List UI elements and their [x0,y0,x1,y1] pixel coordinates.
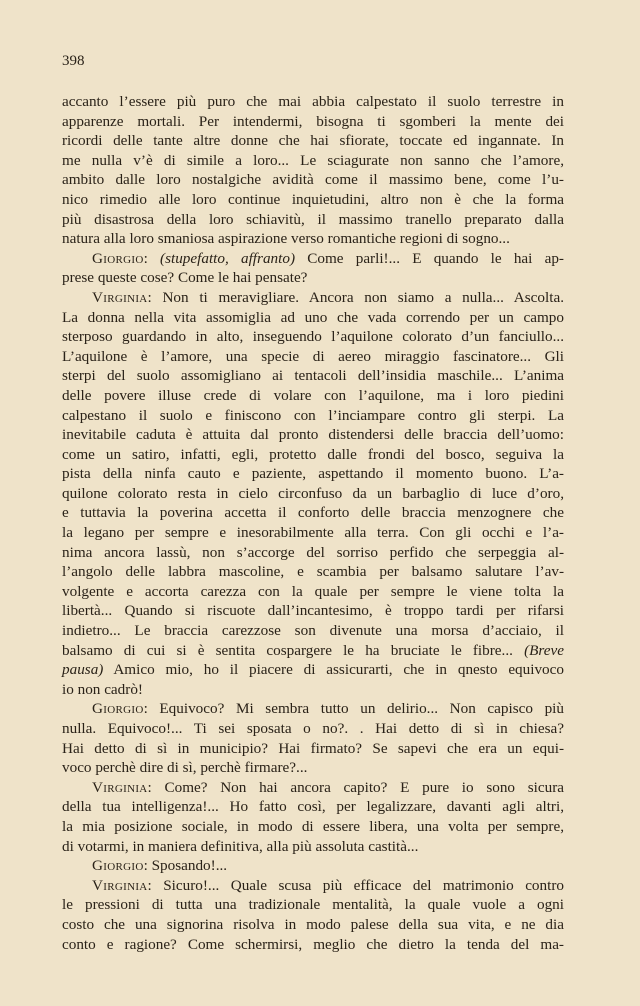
line-text: indietro... Le braccia carezzose son divenute una morsa d’acciaio, il [62,622,564,640]
text-line [62,425,564,445]
text-line [62,601,564,621]
text-line [62,92,564,112]
line-text: balsamo di cui si è sentita cospargere le ha bruciate le fibre... [62,641,525,659]
text-line [62,817,564,837]
line-text: Amico mio, ho il piacere di assicurarti, che in qnesto equivoco [103,661,564,679]
text-line [62,131,564,151]
line-text: la mia posizione sociale, in modo di essere libera, una volta per sempre, [62,817,564,835]
text-line [62,778,564,798]
text-line [62,543,564,563]
line-text: più disastrosa della loro schiavitù, il massimo tranello preparato dalla [62,210,564,228]
text-line [62,112,564,132]
stage-direction: (Breve [524,641,564,659]
text-line [62,503,564,523]
text-line [62,170,564,190]
text-line [62,249,564,269]
stage-direction: pausa) [62,661,104,679]
text-line [62,641,564,661]
text-line [62,797,564,817]
text-line [62,660,564,680]
line-text: sterpi del suolo assomigliano ai tentacoli dell’insidia maschile... L’anima [62,367,564,385]
line-text: sterposo guardando in alto, inseguendo l’aquilone colorato d’un fanciullo... [62,328,564,346]
text-line [62,837,564,857]
line-text: calpestano il suolo e finiscono con l’inciampare contro gli sterpi. La [62,406,564,424]
line-text: me nulla v’è di simile a loro... Le sciagurate non sanno che l’amore, [62,151,564,169]
text-line [62,308,564,328]
line-text: pista della ninfa cauto e paziente, aspettando il momento buono. L’a- [62,465,564,483]
line-text: e tuttavia la poverina accetta il conforto delle braccia menzognere che [62,504,564,522]
line-text: accanto l’essere più puro che mai abbia calpestato il suolo terrestre in [62,93,564,110]
line-text: libertà... Quando si riscuote dall’incantesimo, è troppo tardi per rifarsi [62,602,564,620]
text-line [62,699,564,719]
text-line [62,739,564,759]
line-text: le pressioni di tutta una tradizionale mentalità, la quale vuole a ogni [62,896,564,914]
line-text: come un satiro, infatti, egli, protetto dalle frondi del bosco, seguiva la [62,445,564,463]
line-text: voco perchè dire di sì, perchè firmare?... [62,759,308,777]
line-text: la legano per sempre e inesorabilmente alla terra. Con gli occhi e l’a- [62,524,564,542]
line-text: Come parli!... E quando le hai ap- [295,249,564,267]
line-text: nico rimedio alle loro continue inquietudini, altro non è che la forma [62,190,564,208]
speaker-name: Virginia [92,288,148,306]
text-line [62,680,564,700]
line-text: apparenze mortali. Per intendermi, bisogna ti sgomberi la mente dei [62,112,564,130]
line-text: : Non ti meravigliare. Ancora non siamo a nulla... Ascolta. [147,288,564,306]
text-line [62,288,564,308]
text-line [62,327,564,347]
text-line [62,366,564,386]
text-line [62,484,564,504]
line-text: prese queste cose? Come le hai pensate? [62,269,308,287]
line-text: io non cadrò! [62,680,143,698]
text-line [62,386,564,406]
line-text: Hai detto di sì in municipio? Hai firmato? Se sapevi che era un equi- [62,739,564,757]
text-line [62,210,564,230]
line-text: conto e ragione? Come schermirsi, meglio che dietro la tenda del ma- [62,935,564,953]
speaker-name: Giorgio [92,857,144,875]
line-text: di votarmi, in maniera definitiva, alla più assoluta castità... [62,837,419,855]
line-text: L’aquilone è l’amore, una specie di aereo miraggio fascinatore... Gli [62,347,564,365]
line-text: ambito dalle loro nostalgiche avidità come il massimo bene, come l’u- [62,171,564,189]
line-text: : Sposando!... [143,857,228,875]
speaker-name: Giorgio [92,249,144,267]
speaker-name: Giorgio [92,700,144,718]
line-text: : Come? Non hai ancora capito? E pure io sono sicura [147,778,564,796]
line-text: delle povere illuse crede di volare con l’aquilone, ma i loro piedini [62,386,564,404]
line-text: natura alla loro smaniosa aspirazione verso romantiche regioni di sogno... [62,230,510,248]
speaker-name: Virginia [92,876,148,894]
text-line [62,268,564,288]
page-number: 398 [62,53,85,69]
text-line [62,151,564,171]
page-body-text [62,92,564,954]
text-line [62,347,564,367]
line-text: della tua intelligenza!... Ho fatto così, per legalizzare, davanti agli altri, [62,798,564,816]
line-text: costo che una signorina risolva in modo palese della sua vita, e ne dia [62,915,564,933]
text-line [62,876,564,896]
text-line [62,190,564,210]
line-text: : [143,249,161,267]
text-line [62,464,564,484]
text-line [62,406,564,426]
text-line [62,895,564,915]
text-line [62,621,564,641]
line-text: quilone colorato resta in cielo circonfuso da un barbaglio di luce d’oro, [62,484,564,502]
line-text: ricordi delle tante altre donne che hai sfiorate, toccate ed ingannate. In [62,132,564,150]
line-text: nima ancora lassù, non s’accorge del sorriso perfido che serpeggia al- [62,543,564,561]
text-line [62,523,564,543]
line-text: La donna nella vita assomiglia ad uno che vada correndo per un campo [62,308,564,326]
line-text: inevitabile caduta è attuita dal pronto distendersi delle braccia dell’uomo: [62,426,564,444]
text-line [62,856,564,876]
speaker-name: Virginia [92,778,148,796]
text-line [62,719,564,739]
text-line [62,562,564,582]
line-text: l’angolo delle labbra mascoline, e scambia per balsamo salutare l’av- [62,563,564,581]
stage-direction: (stupefatto, affranto) [160,249,295,267]
line-text: nulla. Equivoco!... Ti sei sposata o no?. . Hai detto di sì in chiesa? [62,720,564,737]
text-line [62,915,564,935]
line-text: volgente e accorta carezza con la quale per sempre le viene tolta la [62,582,564,600]
text-line [62,758,564,778]
text-line [62,935,564,955]
text-line [62,229,564,249]
line-text: : Sicuro!... Quale scusa più efficace del matrimonio contro [147,876,564,894]
text-line [62,582,564,602]
text-line [62,445,564,465]
line-text: : Equivoco? Mi sembra tutto un delirio... Non capisco più [143,700,564,718]
